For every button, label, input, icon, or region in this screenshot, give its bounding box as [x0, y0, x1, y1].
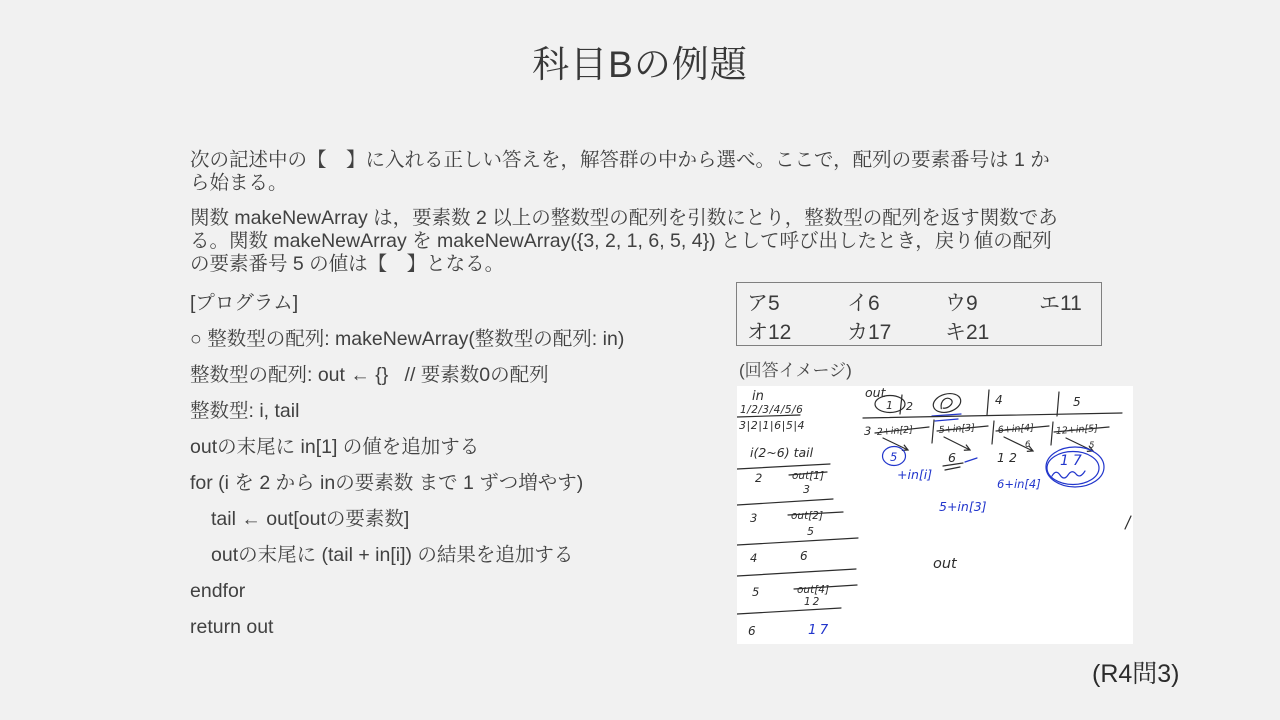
- program-line: endfor: [190, 580, 246, 602]
- hw-blue-tick: [965, 458, 977, 462]
- answer-row: [747, 316, 1101, 345]
- hw-text: 3: [803, 483, 810, 496]
- hw-out-label: out: [865, 386, 886, 400]
- program-line: for (i を 2 から inの要素数 まで 1 ずつ増やす): [190, 472, 584, 494]
- answer-choice-ka: カ17: [847, 320, 892, 344]
- hw-line: [737, 608, 841, 614]
- answer-choice-ki: キ21: [945, 320, 990, 344]
- hw-text: 6: [948, 450, 956, 465]
- program-line: return out: [190, 616, 274, 638]
- hw-text: out[1]: [792, 470, 825, 482]
- program-line: tail ← out[outの要素数]: [211, 508, 410, 530]
- hw-underline: [945, 467, 960, 470]
- hw-arrow: [944, 437, 970, 450]
- hw-line: [737, 538, 858, 545]
- hw-scribbled-circle: [931, 391, 963, 416]
- hw-in-indices: 1/2/3/4/5/6: [740, 404, 804, 416]
- trace-table: [737, 445, 858, 638]
- hw-text: 5: [890, 450, 898, 464]
- answer-choice-u: ウ9: [945, 291, 978, 315]
- problem-intro: 次の記述中の【 】に入れる正しい答えを，解答群の中から選べ。ここで，配列の要素番号は 1 から始まる。: [190, 149, 1050, 194]
- hw-divider: [1057, 392, 1059, 416]
- hw-text: 5: [1089, 441, 1095, 451]
- program-line: outの末尾に (tail + in[i]) の結果を追加する: [211, 544, 574, 566]
- hw-text: out[4]: [797, 584, 830, 596]
- hw-text: out[2]: [791, 510, 824, 522]
- answer-choice-o: オ12: [747, 320, 792, 344]
- hw-blue-note: 5+in[3]: [939, 499, 987, 514]
- hw-divider: [1051, 422, 1053, 445]
- hw-text: 2+in[2]: [876, 424, 914, 438]
- hw-text: 5: [807, 525, 814, 538]
- answer-choice-a: ア5: [747, 291, 780, 315]
- hw-text: 4: [750, 551, 758, 565]
- hw-text: 12: [997, 450, 1021, 465]
- source-reference: (R4問3): [1092, 660, 1180, 688]
- hw-squiggle: [1052, 471, 1085, 478]
- hw-text: 2: [755, 471, 763, 485]
- hw-text: 6+in[4]: [997, 422, 1035, 436]
- answer-image-sketch: [737, 386, 1133, 644]
- answer-choice-e: エ11: [1039, 291, 1082, 315]
- program-line: ○ 整数型の配列: makeNewArray(整数型の配列: in): [190, 328, 625, 350]
- hw-circle: [931, 391, 963, 416]
- hw-scribble: [939, 397, 953, 409]
- answer-image-caption: (回答イメージ): [739, 361, 852, 380]
- hw-text: 1: [886, 399, 893, 412]
- answer-row: [747, 287, 1101, 316]
- problem-description: 関数 makeNewArray は，要素数 2 以上の整数型の配列を引数にとり，整数型の配列を返す関数である。関数 makeNewArray を makeNewArray({3, 2, 1, 6, 5, 4}) として呼び出したとき，戻り値の配列の要素番号 5 の値は【 】となる。: [190, 207, 1058, 275]
- hw-in-label: in: [752, 389, 764, 404]
- hw-final-answer: 17: [1060, 453, 1086, 469]
- hw-blue-underline: [935, 419, 958, 421]
- hw-text: 6: [1025, 440, 1031, 450]
- hw-line: [737, 499, 833, 505]
- hw-final-answer: 17: [808, 622, 832, 638]
- page-title: 科目Bの例題: [532, 44, 748, 85]
- hw-blue-note: +in[i]: [897, 467, 933, 482]
- hw-text: 5: [1073, 395, 1081, 409]
- hw-text: 6: [748, 624, 756, 638]
- hw-text: 6: [800, 549, 808, 563]
- hw-text: 5: [752, 585, 760, 599]
- hw-text: 3: [750, 511, 758, 525]
- hw-text: 2: [906, 400, 913, 413]
- hw-text: 4: [995, 393, 1003, 407]
- program-line: outの末尾に in[1] の値を追加する: [190, 436, 480, 458]
- answer-image: [737, 386, 1133, 644]
- hw-text: 3: [864, 424, 872, 438]
- blue-annotations: [897, 467, 1041, 514]
- answer-choice-i: イ6: [847, 291, 880, 315]
- hw-line: [737, 464, 830, 469]
- hw-in-values: 3|2|1|6|5|4: [739, 419, 806, 432]
- hw-divider: [932, 420, 934, 443]
- hw-text: 12+in[5]: [1055, 423, 1099, 437]
- hw-line: [863, 413, 1122, 418]
- in-array-table: [737, 389, 805, 432]
- hw-stray-mark: [1125, 516, 1131, 529]
- program-header: [プログラム]: [190, 292, 299, 314]
- hw-blue-note: 6+in[4]: [997, 477, 1041, 491]
- hw-text: 5+in[3]: [938, 422, 976, 436]
- program-line: 整数型の配列: out ← {} // 要素数0の配列: [190, 364, 549, 386]
- hw-trace-header: i(2~6) tail: [750, 445, 814, 460]
- hw-divider: [987, 390, 989, 415]
- hw-line: [737, 569, 856, 576]
- hw-text: 12: [804, 596, 822, 608]
- hw-out-note: out: [933, 556, 957, 572]
- hw-divider: [992, 421, 994, 444]
- answer-choices-box: [736, 282, 1102, 346]
- program-line: 整数型: i, tail: [190, 400, 300, 422]
